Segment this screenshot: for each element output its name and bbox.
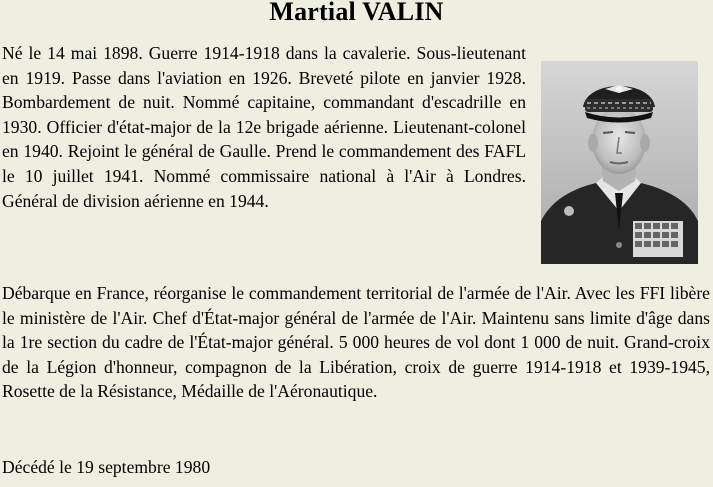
portrait-photo: [541, 61, 698, 264]
page-title: Martial VALIN: [269, 0, 444, 26]
biography-paragraph-2: Débarque en France, réorganise le commandement territorial de l'armée de l'Air. Avec les FFI libère le ministère de l'Air. Chef d'État-major général de l'armée de l'Air. Maintenu sans limite d'âge dans la 1re section du cadre de l'État-major général. 5 000 heures de vol dont 1 000 de nuit. Grand-croix de la Légion d'honneur, compagnon de la Libération, croix de guerre 1914-1918 et 1939-1945, Rosette de la Résistance, Médaille de l'Aéronautique.: [2, 283, 710, 402]
death-date-line: Décédé le 19 septembre 1980: [2, 457, 211, 477]
biography-paragraph-1: Né le 14 mai 1898. Guerre 1914-1918 dans la cavalerie. Sous-lieutenant en 1919. Passe dans l'aviation en 1926. Breveté pilote en janvier 1928. Bombardement de nuit. Nommé capitaine, commandant d'escadrille en 1930. Officier d'état-major de la 12e brigade aérienne. Lieutenant-colonel en 1940. Rejoint le général de Gaulle. Prend le commandement des FAFL le 10 juillet 1941. Nommé commissaire national à l'Air à Londres. Général de division aérienne en 1944.: [2, 43, 526, 211]
